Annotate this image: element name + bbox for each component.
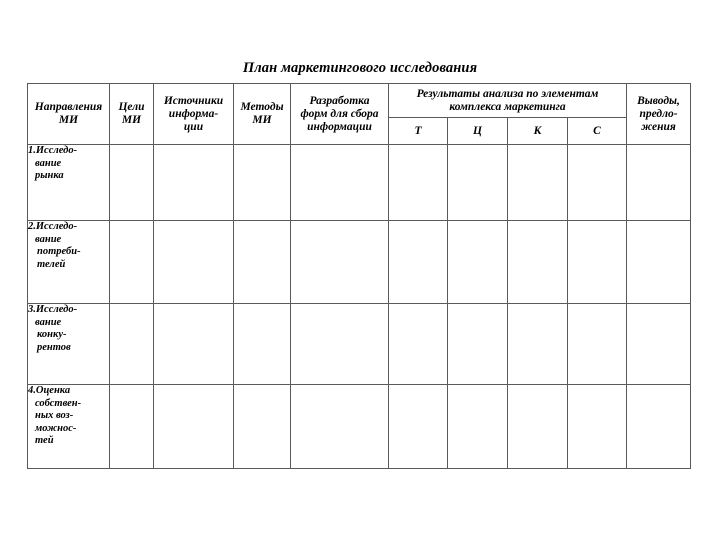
table-row — [28, 145, 691, 221]
header-results-s: С — [568, 118, 627, 145]
table-row — [28, 221, 691, 304]
header-goals: Цели МИ — [110, 84, 154, 145]
row-head-competitors: 3.Исследо- вание конку- рентов — [28, 304, 110, 385]
table-row — [28, 304, 691, 385]
row-head-own-capabilities: 4.Оценка собствен- ных воз- можнос- тей — [28, 385, 110, 469]
header-direction: Направления МИ — [28, 84, 110, 145]
header-methods: Методы МИ — [234, 84, 291, 145]
row-head-consumers: 2.Исследо- вание потреби- телей — [28, 221, 110, 304]
header-forms: Разработка форм для сбора информации — [291, 84, 389, 145]
header-results-k: К — [508, 118, 568, 145]
header-results: Результаты анализа по элементам комплекса маркетинга — [389, 84, 627, 118]
header-results-t: Т — [389, 118, 448, 145]
header-conclusions: Выводы, предло- жения — [627, 84, 691, 145]
table-row — [28, 385, 691, 469]
page-title: План маркетингового исследования — [242, 60, 478, 76]
header-results-c: Ц — [448, 118, 508, 145]
row-head-market: 1.Исследо- вание рынка — [28, 145, 110, 221]
research-plan-table — [27, 83, 691, 469]
header-sources: Источники информа- ции — [154, 84, 234, 145]
